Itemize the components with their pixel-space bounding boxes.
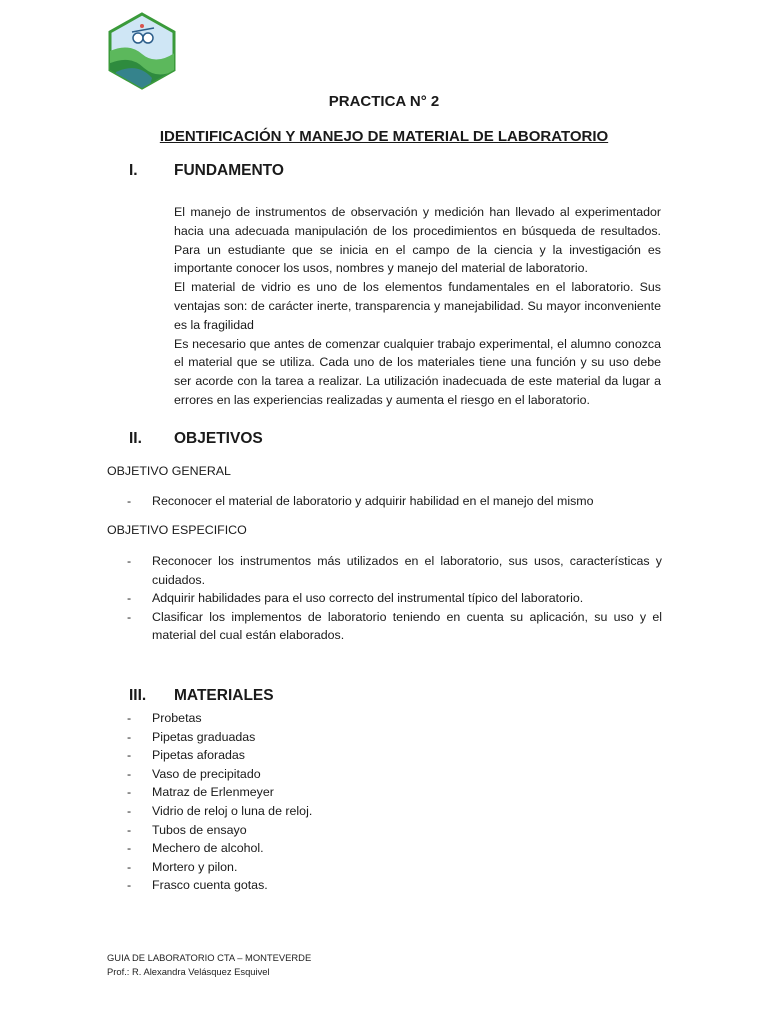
list-item-text: Adquirir habilidades para el uso correcto del instrumental típico del laboratorio.: [152, 591, 584, 606]
dash-bullet: -: [127, 785, 132, 800]
footer-author: Prof.: R. Alexandra Velásquez Esquivel: [107, 966, 270, 977]
list-item-text: Matraz de Erlenmeyer: [152, 785, 274, 800]
materiales-list: [127, 709, 662, 895]
section-heading-fundamento: [129, 162, 284, 180]
list-item-text: Mortero y pilon.: [152, 859, 238, 874]
dash-bullet: -: [127, 494, 132, 508]
list-item: [127, 783, 662, 802]
list-item-text: Clasificar los implementos de laboratorio teniendo en cuenta su aplicación, su uso y el material del cual están elaborados.: [152, 609, 662, 643]
list-item: [127, 552, 662, 589]
fundamento-text: [174, 203, 661, 410]
list-item: [127, 728, 662, 747]
footer-guide-title: GUIA DE LABORATORIO CTA – MONTEVERDE: [107, 952, 312, 963]
list-item-text: Vidrio de reloj o luna de reloj.: [152, 803, 313, 818]
list-item-text: Pipetas graduadas: [152, 729, 256, 744]
section-number: III.: [129, 687, 147, 704]
paragraph: Es necesario que antes de comenzar cualquier trabajo experimental, el alumno conozca el material que se utiliza. Cada uno de los materiales tiene una función y su uso debe ser acorde con la tarea a realizar. La utilización inadecuada de este material da lugar a errores en las experiencias realizadas y aumenta el riesgo en el laboratorio.: [174, 336, 661, 407]
objetivo-especifico-list: [127, 552, 662, 645]
list-item-text: Vaso de precipitado: [152, 766, 261, 781]
dash-bullet: -: [127, 859, 132, 874]
list-item-text: Reconocer los instrumentos más utilizados en el laboratorio, sus usos, características y cuidados.: [152, 554, 662, 587]
list-item: [127, 821, 662, 840]
school-logo: [108, 12, 176, 90]
objetivo-general-label: OBJETIVO GENERAL: [107, 464, 231, 478]
list-item: [127, 765, 662, 784]
page-footer: [107, 951, 311, 979]
list-item: [127, 839, 662, 858]
dash-bullet: -: [127, 803, 132, 818]
dash-bullet: -: [127, 554, 132, 568]
list-item: [127, 876, 662, 895]
section-heading-objetivos: [129, 430, 263, 448]
list-item-text: Frasco cuenta gotas.: [152, 878, 268, 893]
section-title: MATERIALES: [174, 687, 274, 704]
list-item: [127, 802, 662, 821]
list-item: [127, 608, 662, 645]
paragraph: El material de vidrio es uno de los elementos fundamentales en el laboratorio. Sus ventajas son: de carácter inerte, transparencia y manejabilidad. Su mayor inconveniente es la fragilidad: [174, 280, 661, 332]
practice-subtitle: IDENTIFICACIÓN Y MANEJO DE MATERIAL DE LABORATORIO: [159, 128, 609, 145]
practice-title: PRACTICA N° 2: [328, 93, 440, 110]
dash-bullet: -: [127, 711, 132, 725]
list-item: [127, 858, 662, 877]
objetivo-especifico-label: OBJETIVO ESPECIFICO: [107, 523, 247, 537]
list-item-text: Pipetas aforadas: [152, 748, 245, 763]
section-number: I.: [129, 162, 138, 179]
dash-bullet: -: [127, 729, 132, 744]
list-item: [127, 492, 662, 511]
list-item: [127, 589, 662, 608]
list-item-text: Reconocer el material de laboratorio y adquirir habilidad en el manejo del mismo: [152, 494, 594, 508]
paragraph: El manejo de instrumentos de observación y medición han llevado al experimentador hacia una adecuada manipulación de los procedimientos en búsqueda de resultados. Para un estudiante que se inicia en el campo de la ciencia y la investigación es importante conocer los usos, nombres y manejo del material de laboratorio.: [174, 205, 661, 276]
list-item-text: Probetas: [152, 711, 202, 725]
objetivo-general-list: [127, 492, 662, 511]
dash-bullet: -: [127, 878, 132, 893]
list-item-text: Tubos de ensayo: [152, 822, 247, 837]
list-item: [127, 709, 662, 728]
list-item-text: Mechero de alcohol.: [152, 841, 264, 856]
section-title: OBJETIVOS: [174, 430, 263, 447]
list-item: [127, 746, 662, 765]
dash-bullet: -: [127, 609, 132, 624]
dash-bullet: -: [127, 841, 132, 856]
section-title: FUNDAMENTO: [174, 162, 284, 179]
section-number: II.: [129, 430, 142, 447]
dash-bullet: -: [127, 748, 132, 763]
section-heading-materiales: [129, 687, 274, 705]
dash-bullet: -: [127, 822, 132, 837]
dash-bullet: -: [127, 766, 132, 781]
dash-bullet: -: [127, 591, 132, 606]
